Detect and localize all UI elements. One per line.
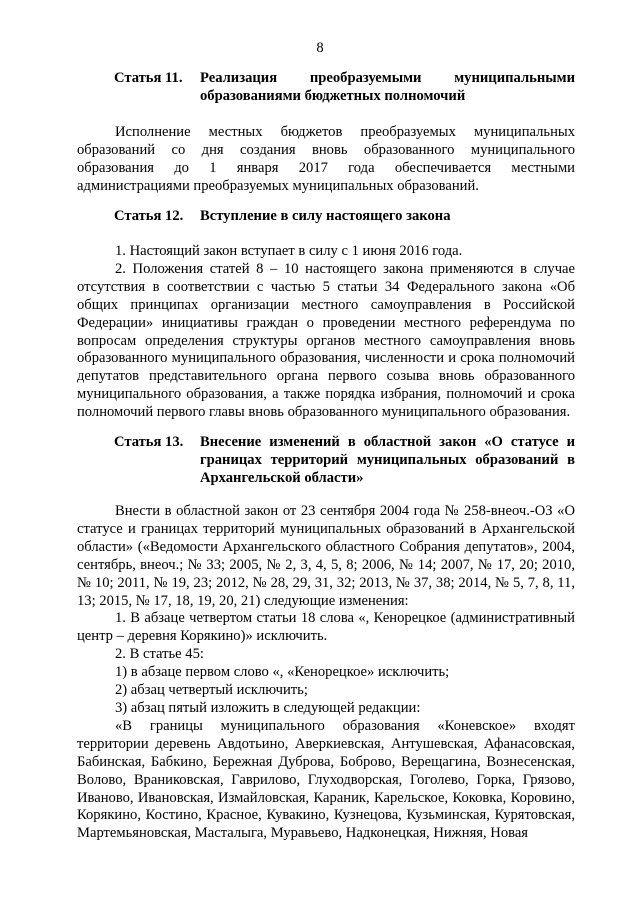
paragraph: «В границы муниципального образования «Коневское» входят территории деревень Авдотьино, Аверкиевская, Антушевская, Афанасовская, Бабинская, Бабкино, Бережная Дуброва, Боброво, Верещагина, Вознесенская, Волово, Враниковская, Гаврилово, Глуходворская, Гоголево, Горка, Грязово, Иваново, Ивановская, Измайловская, Караник, Карельское, Коковка, Коровино, Корякино, Костино, Красное, Кувакино, Кузнецова, Кузьминская, Курятовская, Мартемьяновская, Масталыга, Муравьево, Надконецкая, Нижняя, Новая [77, 717, 575, 842]
article-title: Реализация преобразуемыми муниципальными образованиями бюджетных полномочий [200, 70, 575, 104]
article-title: Вступление в силу настоящего закона [200, 208, 451, 224]
article-11-heading [114, 70, 575, 106]
paragraph: 2) абзац четвертый исключить; [115, 682, 308, 699]
paragraph: 2. В статье 45: [115, 646, 204, 663]
page-number: 8 [316, 40, 324, 56]
paragraph: Исполнение местных бюджетов преобразуемых муниципальных образований со дня создания вновь образованного муниципального образования до 1 января 2017 года обеспечивается местными администрациями преобразуемых муниципальных образований. [77, 124, 575, 194]
paragraph: 1) в абзаце первом слово «, «Кенорецкое» исключить; [115, 664, 450, 681]
paragraph: 1. В абзаце четвертом статьи 18 слова «, Кенорецкое (административный центр – деревня Корякино)» исключить. [77, 610, 575, 645]
article-13-body [77, 503, 575, 843]
article-label: Статья 11. [114, 70, 183, 86]
article-label: Статья 12. [114, 208, 184, 224]
article-label: Статья 13. [114, 434, 184, 450]
article-11-body [77, 124, 575, 196]
paragraph: 3) абзац пятый изложить в следующей редакции: [115, 699, 421, 716]
article-12-heading [114, 208, 575, 226]
article-title: Внесение изменений в областной закон «О статусе и границах территорий муниципальных образований в Архангельской области» [200, 434, 575, 486]
paragraph: 2. Положения статей 8 – 10 настоящего закона применяются в случае отсутствия в соответствии с частью 5 статьи 34 Федерального закона «Об общих принципах организации местного самоуправления в Российской Федерации» инициативы граждан о проведении местного референдума по вопросам определения структуры органов местного самоуправления вновь образованного муниципального образования, численности и срока полномочий депутатов представительного органа первого созыва вновь образованного муниципального образования, а также порядка избрания, полномочий и срока полномочий первого главы вновь образованного муниципального образования. [77, 260, 575, 421]
paragraph: Внести в областной закон от 23 сентября 2004 года № 258-внеоч.-ОЗ «О статусе и границах территорий муниципальных образований в Архангельской области» («Ведомости Архангельского областного Собрания депутатов», 2004, сентябрь, внеоч.; № 33; 2005, № 2, 3, 4, 5, 8; 2006, № 14; 2007, № 17, 20; 2010, № 10; 2011, № 19, 23; 2012, № 28, 29, 31, 32; 2013, № 37, 38; 2014, № 5, 7, 8, 11, 13; 2015, № 17, 18, 19, 20, 21) следующие изменения: [77, 503, 575, 609]
article-12-body [77, 243, 575, 422]
paragraph: 1. Настоящий закон вступает в силу с 1 июня 2016 года. [115, 243, 463, 259]
article-13-heading [114, 434, 575, 488]
